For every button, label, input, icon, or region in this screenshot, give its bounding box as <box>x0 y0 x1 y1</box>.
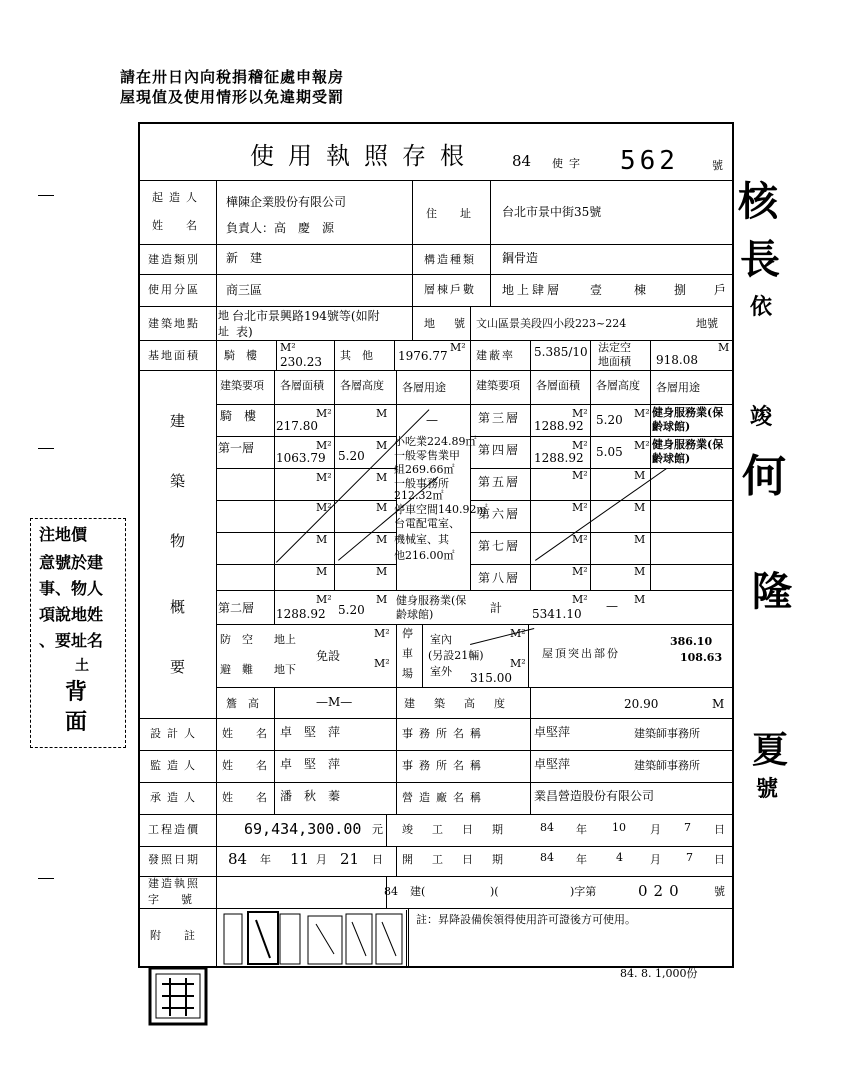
left-note-line-4: 項說地姓 <box>39 605 104 624</box>
notice-line-2: 屋現值及使用情形以免違期受罰 <box>120 88 345 106</box>
shelter-above-unit: M² <box>374 627 390 640</box>
issue-year-unit: 年 <box>260 853 271 866</box>
empty-row-height-unit: M <box>376 565 388 578</box>
margin-tick <box>38 448 54 449</box>
row-right-height-unit: M² <box>634 407 650 420</box>
completion-year: 84 <box>540 821 554 834</box>
supervisor-label: 監造人 <box>150 759 201 772</box>
eave-value: —M— <box>316 695 353 709</box>
contractor-label: 承造人 <box>150 791 201 804</box>
build-height-unit: M <box>712 697 725 711</box>
row-left-item: 第一層 <box>218 441 255 455</box>
side-char-1: 核 <box>738 178 778 225</box>
supervisor-name-label: 姓 名 <box>222 759 273 772</box>
row-right-height-unit: M <box>634 533 646 546</box>
row-left-item: 騎 樓 <box>220 409 257 423</box>
roof-area-2: 108.63 <box>680 651 723 664</box>
arcade-label: 騎 樓 <box>224 349 257 362</box>
row-right-area-unit: M² <box>572 565 588 578</box>
signature-stamps-drawing <box>216 910 406 966</box>
completion-month: 10 <box>612 821 626 834</box>
parking-outdoor-area: 315.00 <box>470 671 512 685</box>
cost-unit: 元 <box>372 823 383 836</box>
build-permit-sep: )( <box>490 885 499 898</box>
parking-outdoor-unit: M² <box>510 657 526 670</box>
left-note-line-1: 注地價 <box>39 525 88 544</box>
shelter-above: 地上 <box>274 633 296 646</box>
floors-units: 捌 <box>674 283 687 297</box>
row-left-height: 5.20 <box>338 449 365 463</box>
start-year: 84 <box>540 851 554 864</box>
completion-year-unit: 年 <box>576 823 587 836</box>
site-prefix-1: 地 <box>218 309 229 322</box>
site-address-2: 表) <box>236 325 253 339</box>
row-right-area: 1288.92 <box>534 451 584 465</box>
row-right-height-unit: M <box>634 565 646 578</box>
row-left-height: 5.20 <box>338 603 365 617</box>
footer-print-info: 84. 8. 1,000份 <box>620 967 698 980</box>
left-note-line-6: 土 <box>75 658 89 674</box>
row-right-use: 健身服務業(保齡球館) <box>652 406 724 433</box>
issue-month-unit: 月 <box>316 853 327 866</box>
empty-row-height-unit: M <box>376 501 388 514</box>
margin-tick <box>38 195 54 196</box>
parking-label-1: 停 <box>402 627 413 640</box>
row-left-use: 健身服務業(保齡球館) <box>396 594 467 621</box>
row-right-item: 第三層 <box>478 411 521 425</box>
parking-label-2: 車 <box>402 647 413 660</box>
first-floor-use-2: 一般零售業甲 <box>394 449 460 462</box>
side-char-6: 隆 <box>752 568 792 615</box>
parking-indoor: 室內 <box>430 633 452 646</box>
vacant-unit: M <box>718 341 730 354</box>
floors-units-unit: 戶 <box>714 283 727 297</box>
designer-office-label: 事務所名稱 <box>402 727 487 740</box>
supervisor-name: 卓 堅 萍 <box>280 757 341 771</box>
build-permit-label-1: 建造執照 <box>148 877 200 890</box>
build-permit-word: )字第 <box>570 885 597 898</box>
row-right-height: — <box>606 599 618 613</box>
side-char-7: 夏 <box>752 729 789 771</box>
build-permit-label-2: 字 號 <box>148 893 192 906</box>
col-head-area-right: 各層面積 <box>536 379 580 392</box>
row-left-area-unit: M² <box>316 439 332 452</box>
shelter-below-unit: M² <box>374 657 390 670</box>
remarks-note: 註：昇降設備俟領得使用許可證後方可使用。 <box>416 913 636 926</box>
empty-row-area-unit: M <box>316 533 328 546</box>
row-left-area: 1288.92 <box>276 607 326 621</box>
first-floor-use-9: 他216.00㎡ <box>394 549 455 562</box>
first-floor-use-1: 小吃業224.89㎡ <box>394 435 477 448</box>
row-right-area: 1288.92 <box>534 419 584 433</box>
designer-office: 卓堅萍 <box>534 725 571 739</box>
cost-label: 工程造價 <box>148 823 200 836</box>
col-head-item-left: 建築要項 <box>220 379 264 392</box>
row-right-area-unit: M² <box>572 407 588 420</box>
other-area: 1976.77 <box>398 349 448 363</box>
first-floor-use-3: 組269.66㎡ <box>394 463 455 476</box>
row-left-item: 第二層 <box>218 601 255 615</box>
row-left-height-unit: M <box>376 439 388 452</box>
vacant-area: 918.08 <box>656 353 698 367</box>
contractor-name-label: 姓 名 <box>222 791 273 804</box>
left-note-line-3: 事、物人 <box>39 579 104 598</box>
supervisor-office-label: 事務所名稱 <box>402 759 487 772</box>
completion-label: 竣 工 日 期 <box>402 823 507 836</box>
designer-name-label: 姓 名 <box>222 727 273 740</box>
zone-value: 商三區 <box>226 283 263 297</box>
lot-label-2: 號 <box>454 317 465 330</box>
first-floor-use-5: 212.32㎡ <box>394 489 444 502</box>
side-char-5: 何 <box>742 451 786 502</box>
row-right-area-unit: M² <box>572 593 588 606</box>
building-label-2: 築 <box>170 472 186 490</box>
left-note-stamp <box>30 518 126 748</box>
row-right-area-unit: M² <box>572 469 588 482</box>
build-permit-suffix: 號 <box>714 885 725 898</box>
form-title: 使用執照存根 <box>250 142 478 170</box>
structure-label: 構造種類 <box>424 253 476 266</box>
left-note-line-7: 背 <box>65 679 88 705</box>
shelter-below: 地下 <box>274 663 296 676</box>
build-permit-number: 020 <box>638 882 685 900</box>
notice-stamp <box>112 60 422 112</box>
parking-outdoor: 室外 <box>430 665 452 678</box>
first-floor-use-7: 台電配電室、 <box>394 517 460 530</box>
other-label: 其 他 <box>340 349 373 362</box>
row-right-item: 計 <box>490 601 503 615</box>
col-head-item-right: 建築要項 <box>476 379 520 392</box>
notice-line-1: 請在卅日內向稅捐稽征處申報房 <box>120 68 345 86</box>
area-label: 基地面積 <box>148 349 200 362</box>
shelter-value: 免設 <box>316 649 341 663</box>
left-note-line-5: 、要址名 <box>39 631 104 650</box>
empty-row-height-unit: M <box>376 471 388 484</box>
roof-area: 386.10 <box>670 635 713 648</box>
col-head-area-left: 各層面積 <box>280 379 324 392</box>
completion-month-unit: 月 <box>650 823 661 836</box>
start-label: 開 工 日 期 <box>402 853 507 866</box>
left-note-line-2: 意號於建 <box>39 553 104 572</box>
build-height-label: 建 築 高 度 <box>404 697 509 710</box>
empty-row-area-unit: M <box>316 565 328 578</box>
row-left-use: — <box>426 413 438 427</box>
permit-number: 562 <box>620 146 679 176</box>
floors-above: 地上肆層 <box>502 283 563 297</box>
first-floor-use-4: 一般事務所 <box>394 477 449 490</box>
builder-label-1: 起造人 <box>152 191 203 204</box>
row-right-height-unit: M <box>634 501 646 514</box>
builder-address: 台北市景中街35號 <box>502 205 602 219</box>
build-height: 20.90 <box>624 697 659 711</box>
coverage-label: 建蔽率 <box>476 349 515 362</box>
zone-label: 使用分區 <box>148 283 200 296</box>
row-right-item: 第八層 <box>478 571 521 585</box>
build-permit-type: 建( <box>410 885 426 898</box>
builder-representative: 負責人：高 慶 源 <box>226 221 335 235</box>
row-right-height-unit: M <box>634 469 646 482</box>
floors-label: 層棟戶數 <box>424 283 476 296</box>
floors-buildings: 壹 <box>590 283 603 297</box>
building-label-3: 物 <box>170 532 186 550</box>
empty-row-area-unit: M² <box>316 471 332 484</box>
row-right-use: 健身服務業(保齡球館) <box>652 438 724 465</box>
site-prefix-2: 址 <box>218 325 229 338</box>
official-seal-drawing <box>148 966 208 1026</box>
shelter-label-1: 防 空 <box>220 633 253 646</box>
site-address-1: 台北市景興路194號等(如附 <box>232 309 380 323</box>
start-day-unit: 日 <box>714 853 725 866</box>
supervisor-office-suffix: 建築師事務所 <box>634 759 700 772</box>
category-value: 新 建 <box>226 251 263 265</box>
vacant-label-2: 地面積 <box>598 355 631 368</box>
issue-day: 21 <box>340 850 360 868</box>
shelter-label-2: 避 難 <box>220 663 253 676</box>
left-note-line-8: 面 <box>65 709 88 735</box>
row-left-area: 217.80 <box>276 419 318 433</box>
parking-note: (另設21輛) <box>428 649 484 662</box>
first-floor-use-8: 機械室、其 <box>394 533 449 546</box>
building-label-4: 概 <box>170 598 186 616</box>
lot-value: 文山區景美段四小段223~224 <box>476 317 627 330</box>
building-label-5: 要 <box>170 658 186 676</box>
site-label: 建築地點 <box>148 317 200 330</box>
side-char-4: 竣 <box>750 404 773 430</box>
start-month-unit: 月 <box>650 853 661 866</box>
roof-label: 屋頂突出部份 <box>542 647 620 660</box>
builder-name: 樺陳企業股份有限公司 <box>226 195 347 209</box>
side-char-3: 依 <box>750 294 773 320</box>
remarks-label: 附 註 <box>150 929 201 942</box>
side-char-2: 長 <box>740 236 780 283</box>
row-left-area: 1063.79 <box>276 451 326 465</box>
contractor-name: 潘 秋 蓁 <box>280 789 341 803</box>
issue-day-unit: 日 <box>372 853 383 866</box>
building-label-1: 建 <box>170 412 186 430</box>
issue-year: 84 <box>228 850 248 868</box>
year-code: 84 <box>512 152 532 170</box>
issue-month: 11 <box>290 850 310 868</box>
row-right-item: 第六層 <box>478 507 521 521</box>
vacant-label-1: 法定空 <box>598 341 631 354</box>
category-label: 建造類別 <box>148 253 200 266</box>
signature-stamps <box>216 910 407 966</box>
other-unit: M² <box>450 341 466 354</box>
eave-label: 簷 高 <box>226 697 259 710</box>
builder-label-2: 姓 名 <box>152 219 203 232</box>
row-right-item: 第五層 <box>478 475 521 489</box>
first-floor-use-6: 停車空間140.92㎡ <box>394 503 488 516</box>
cost-value: 69,434,300.00 <box>244 820 362 838</box>
start-month: 4 <box>616 851 623 864</box>
coverage-value: 5.385/10 <box>534 345 588 359</box>
parking-indoor-unit: M² <box>510 627 526 640</box>
issue-label: 發照日期 <box>148 853 200 866</box>
lot-suffix: 地號 <box>696 317 718 330</box>
col-head-height-left: 各層高度 <box>340 379 384 392</box>
start-day: 7 <box>686 851 693 864</box>
row-right-height: 5.20 <box>596 413 623 427</box>
designer-office-suffix: 建築師事務所 <box>634 727 700 740</box>
designer-label: 設計人 <box>150 727 201 740</box>
arcade-area: 230.23 <box>280 355 322 369</box>
build-permit-year: 84 <box>384 885 398 898</box>
col-head-height-right: 各層高度 <box>596 379 640 392</box>
contractor-company: 業昌營造股份有限公司 <box>534 789 655 803</box>
margin-tick <box>38 878 54 879</box>
row-left-area-unit: M² <box>316 407 332 420</box>
supervisor-office: 卓堅萍 <box>534 757 571 771</box>
floors-buildings-unit: 棟 <box>634 283 647 297</box>
row-right-item: 第四層 <box>478 443 521 457</box>
completion-day: 7 <box>684 821 691 834</box>
permit-form <box>138 122 734 968</box>
lot-label-1: 地 <box>424 317 435 330</box>
completion-day-unit: 日 <box>714 823 725 836</box>
row-right-area-unit: M² <box>572 533 588 546</box>
empty-row-area-unit: M² <box>316 501 332 514</box>
row-left-area-unit: M² <box>316 593 332 606</box>
permit-type: 使字 <box>552 157 586 170</box>
row-left-height-unit: M <box>376 593 388 606</box>
permit-number-suffix: 號 <box>712 159 723 172</box>
row-right-area-unit: M² <box>572 501 588 514</box>
row-right-height: 5.05 <box>596 445 623 459</box>
row-right-height-unit: M² <box>634 439 650 452</box>
empty-row-height-unit: M <box>376 533 388 546</box>
designer-name: 卓 堅 萍 <box>280 725 341 739</box>
contractor-company-label: 營造廠名稱 <box>402 791 487 804</box>
start-year-unit: 年 <box>576 853 587 866</box>
arcade-unit: M² <box>280 341 296 354</box>
row-right-item: 第七層 <box>478 539 521 553</box>
structure-value: 鋼骨造 <box>502 251 539 265</box>
col-head-use-left: 各層用途 <box>402 381 446 394</box>
side-char-8: 號 <box>756 776 779 802</box>
row-right-area: 5341.10 <box>532 607 582 621</box>
official-seal <box>148 966 208 1026</box>
address-label: 住 址 <box>426 207 477 220</box>
row-right-area-unit: M² <box>572 439 588 452</box>
parking-label-3: 場 <box>402 667 413 680</box>
row-right-height-unit: M <box>634 593 646 606</box>
row-left-height-unit: M <box>376 407 388 420</box>
col-head-use-right: 各層用途 <box>656 381 700 394</box>
